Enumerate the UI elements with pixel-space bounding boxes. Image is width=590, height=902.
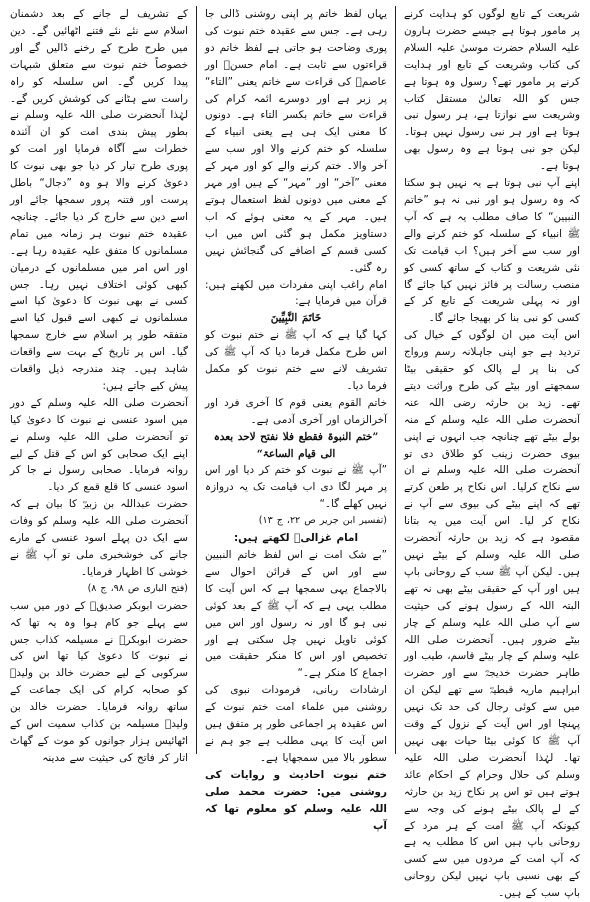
paragraph: ارشادات ربانی، فرمودات نبوی کی روشنی میں علماء امت ختم نبوت کے اس عقیدہ پر اجماعی طور پر متفق ہیں اس آیت کا یہی مطلب ہے جو ہم نے سطور بالا میں سمجھایا ہے۔ <box>205 684 387 764</box>
quranic-verse: خَاتَمَ النَّبِيِّينَ <box>270 312 322 325</box>
paragraph: کہا گیا ہے کہ آپ ﷺ نے ختم نبوت کو اس طرح مکمل فرما دیا کہ آپ ﷺ کی تشریف لانے سے ختم نبوت کو مکمل فرما دیا۔ <box>205 329 387 392</box>
paragraph: اس آیت میں ان لوگوں کے خیال کی تردید ہے جو اپنی جاہلانہ رسم ورواج کی بنا پر لے پالک کو حقیقی بیٹا سمجھتے اور بیٹے کی طرح وراثت دیتے تھے۔ زید بن حارثہ رضی اللہ عنہ آنحضرت صلی اللہ علیہ وسلم کے منہ بولے بیٹے تھے چنانچہ جب انہوں نے اپنی بیوی حضرت زینب کو طلاق دی تو آنحضرت صلی اللہ علیہ وسلم نے ان سے نکاح کرلیا۔ اس نکاح پر طعن کرتے تھے کہ اپنے بیٹے کی بیوی سے آپ نے نکاح کر لیا۔ اس آیت میں یہ بتانا مقصود ہے کہ زید بن حارثہ آنحضرت صلی اللہ علیہ وسلم کے بیٹے نہیں ہیں۔ لیکن آپ ﷺ سب کے روحانی باپ ہیں اور آپ کے حقیقی بیٹے بھی نہ تھے البتہ اللہ کے رسول ہونے کی حیثیت سے آپ صلی اللہ علیہ وسلم کے چار بیٹے ضرور ہیں۔ آنحضرت صلی اللہ علیہ وسلم کے چار بیٹے قاسم، طیب اور طاہر حضرت خدیجہؓ سے اور حضرت ابراہیم ماریہ قبطیہؓ سے تھے لیکن ان میں سے کوئی رجال کی حد تک نہیں پہنچا اور اس آیت کے نزول کے وقت آپ ﷺ کا کوئی بیٹا حیات بھی نہیں تھا۔ لہٰذا آنحضرت صلی اللہ علیہ وسلم کی حلال وحرام کے احکام عائد ہوتے ہیں تو اس پر نکاح زید بن حارثہ کے لے پالک بیٹے ہونے کی وجہ سے کیونکہ آپ ﷺ امت کے ہر مرد کے روحانی باپ ہیں اس کا مطلب یہ ہے کہ آپ امت کے مردوں میں سے کسی کے بھی نسبی باپ نہیں لیکن روحانی باپ سب کے ہیں۔ <box>404 329 580 900</box>
paragraph: ”آپ ﷺ نے نبوت کو ختم کر دیا اور اس پر مہر لگا دی اب قیامت تک یہ دروازہ نہیں کھلے گا۔“ <box>205 464 387 511</box>
paragraph: حضرت ابوبکر صدیقؓ کے دور میں سب سے پہلے جو کام ہوا وہ یہ تھا کہ حضرت ابوبکرؓ نے مسیلمہ کذاب جس نے نبوت کا دعویٰ کیا تھا اس کی سرکوبی کے لیے حضرت خالد بن ولیدؓ کو صحابہ کرام کی ایک جماعت کے ساتھ روانہ فرمایا۔ حضرت خالد بن ولیدؓ مسیلمہ بن کذاب سمیت اس کے اٹھائیس ہزار جوانوں کو موت کے گھاٹ اتار کر فاتح کی حیثیت سے مدینہ <box>10 599 188 764</box>
paragraph: ”بے شک امت نے اس لفظ خاتم النبیین سے اور اس کے قرائن احوال سے بالاجماع یہی سمجھا ہے کہ اس آیت کا مطلب یہی ہے کہ آپ ﷺ کے بعد کوئی نبی ہو گا اور نہ رسول اور اس میں کوئی تاویل نہیں چل سکتی ہے اور تخصیص اور اس کا منکر حقیقت میں اجماع کا منکر ہے۔“ <box>205 549 387 680</box>
section-heading: ختم نبوت احادیث و روایات کی روشنی میں: حضرت محمد صلی اللہ علیہ وسلم کو معلوم تھا کہ آپ <box>205 768 387 832</box>
paragraph: امام راغب اپنی مفردات میں لکھتے ہیں: قرآن میں فرمایا ہے: <box>205 278 387 308</box>
left-column <box>6 6 196 764</box>
citation: (تفسیر ابن جریر ص ۲۲، ج ۱۳) <box>258 515 387 527</box>
right-column <box>396 6 584 900</box>
paragraph: کے تشریف لے جانے کے بعد دشمنان اسلام سے نئے نئے فتنے اٹھائیں گے۔ دین میں طرح طرح کے رخنے ڈالیں گے اور خصوصاً ختم نبوت سے متعلق شبہات پیدا کریں گے۔ اس سلسلہ کو راہ راست سے ہٹانے کی کوشش کریں گے۔ لہٰذا آنحضرت صلی اللہ علیہ وسلم نے بطور پیش بندی امت کو ان آئندہ خطرات سے آگاہ فرمایا اور امت کو پوری طرح تیار کر دیا جو بھی نبوت کا دعویٰ کرنے والا ہو وہ ”دجال“ باطل پرست اور فتنہ پرور سمجھا جائے اور اسے دین سے خارج کر دیا جائے۔ چنانچہ عقیدہ ختم نبوت ہر زمانہ میں تمام مسلمانوں کا متفق علیہ عقیدہ رہا ہے۔ اور اس امر میں مسلمانوں کے درمیان کبھی کوئی اختلاف نہیں رہا۔ جس کسی نے بھی نبوت کا دعویٰ کیا اسے مسلمانوں نے کبھی اسے قبول کیا اسے متفقہ طور پر اسلام سے خارج سمجھا گیا۔ اس پر تاریخ کے بہت سے واقعات شاہد ہیں۔ چند مندرجہ ذیل واقعات پیش کیے جاتے ہیں: <box>10 8 188 392</box>
paragraph: خاتم القوم یعنی قوم کا آخری فرد اور آخرالزماں اور آخری آدمی ہے۔ <box>205 396 387 426</box>
paragraph: شریعت کے تابع لوگوں کو ہدایت کرنے پر مامور ہوتا ہے جیسے حضرت ہارون علیہ السلام حضرت موسیٰ علیہ السلام کی کتاب وشریعت کے تابع اور ہدایت کرنے پر مامور تھے؟ رسول وہ ہوتا ہے جس کو اللہ تعالیٰ مستقل کتاب وشریعت سے نوازتا ہے، ہر رسول نبی ہوتا ہے اور ہر نبی رسول نہیں ہوتا۔ لیکن جو نبی ہوتا ہے وہ رسول بھی ہوتا ہے۔ <box>404 8 580 173</box>
middle-column <box>196 6 396 832</box>
citation: (فتح الباری ص ۹۸، ج ۸) <box>87 582 188 594</box>
arabic-quote: ”ختم النبوۃ فقطع فلا نفتح لاحد بعدہ الی قیام الساعۃ“ <box>213 430 379 460</box>
paragraph: یہاں لفظ خاتم پر اپنی روشنی ڈالی جا رہی ہے۔ جس سے عقیدہ ختم نبوت کی پوری وضاحت ہو جاتی ہے لفظ خاتم دو قراءتوں سے ثابت ہے۔ امام حسنؒ اور عاصمؒ کی قراءت سے خاتم یعنی ”التاء“ پر زبر ہے اور دوسرے ائمہ کرام کی قراءت سے خاتم بکسر التاء ہے۔ دونوں کا معنی ایک ہی ہے یعنی انبیاء کے سلسلہ کو ختم کرنے والا اور سب سے آخر والا۔ ختم کرنے والے کو اور مہر کے معنی ”آخر“ اور ”مہر“ کے ہیں اور مہر کے معنی میں دونوں لفظ استعمال ہوتے ہیں۔ مہر کے یہ معنی ہوئے کہ اب دستاویز مکمل ہو گئی اس میں اب کسی قسم کے اضافے کی گنجائش نہیں رہ گئی۔ <box>205 8 387 274</box>
paragraph: آنحضرت صلی اللہ علیہ وسلم کے دور میں اسود عنسی نے نبوت کا دعویٰ کیا تو آنحضرت صلی اللہ علیہ وسلم نے اپنے ایک صحابی کو اس کے قتل کے لیے روانہ فرمایا۔ صحابی رسول نے جا کر اسود عنسی کا قلع قمع کر دیا۔ <box>10 396 188 494</box>
paragraph: اپنے آپ نبی ہوتا ہے یہ نہیں ہو سکتا کہ وہ رسول ہو اور نبی نہ ہو ”خاتم النبیین“ کا صاف مطلب یہ ہے کہ آپ ﷺ انبیاء کے سلسلہ کو ختم کرنے والے اور سب سے آخر ہیں؟ اب قیامت تک نئی شریعت و کتاب کے ساتھ کسی کو منصب رسالت پر فائز نہیں کیا جائے گا اور نہ پہلی شریعت کے تابع کر کے کسی کو نبی بنا کر بھیجا جائے گا۔ <box>404 177 580 325</box>
paragraph: حضرت عبداللہ بن زبیرؓ کا بیان ہے کہ آنحضرت صلی اللہ علیہ وسلم کو وفات سے ایک دن پہلے اسود عنسی کے مارے جانے کی خوشخبری ملی تو آپ ﷺ نے خوشی کا اظہار فرمایا۔ <box>10 498 188 578</box>
subheading: امام غزالیؒ لکھتے ہیں: <box>233 532 359 545</box>
